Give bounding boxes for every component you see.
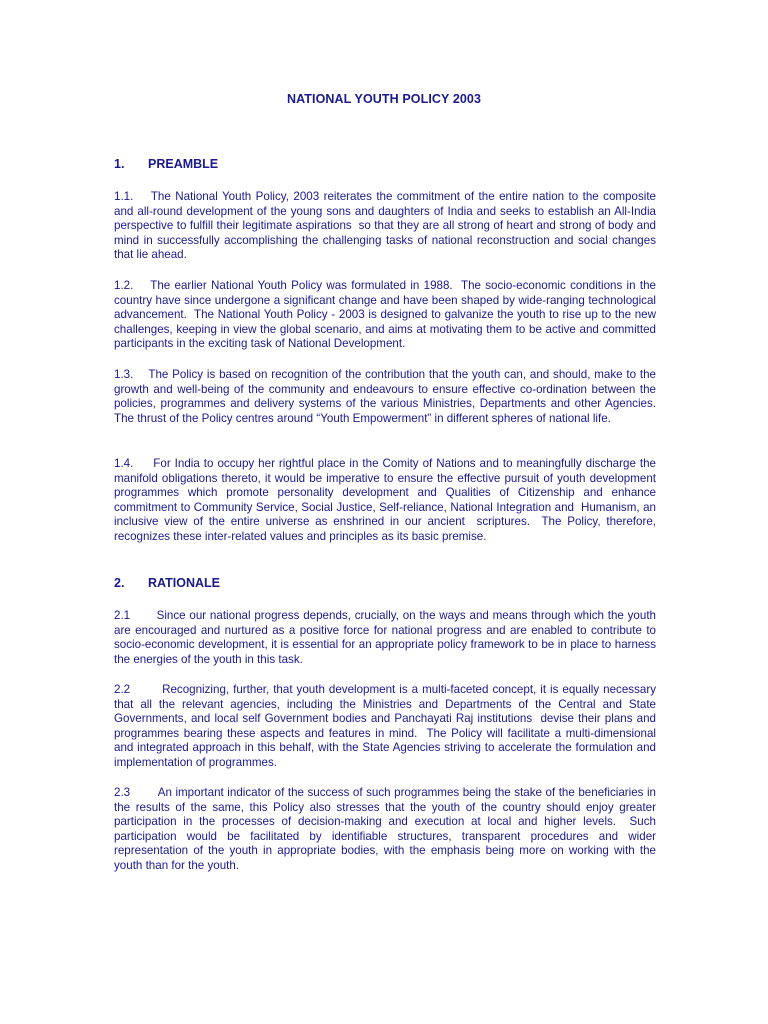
paragraph-text: The National Youth Policy, 2003 reiterates the commitment of the entire nation to the composite and all-round development of the young sons and daughters of India and seeks to establish an All-India perspective to fulfill their legitimate aspirations so that they are all strong of heart and strong of body and mind in successfully accomplishing the challenging tasks of national reconstruction and social changes that lie ahead. [114, 190, 660, 262]
paragraph-number: 1.2. [114, 279, 134, 292]
paragraph-text: The Policy is based on recognition of the contribution that the youth can, and should, make to the growth and well-being of the community and endeavours to ensure effective co-ordination between the policies, programmes and delivery systems of the various Ministries, Departments and other Agencies. The thrust of the Policy centres around “Youth Empowerment” in different spheres of national life. [114, 368, 663, 425]
paragraph-number: 1.1. [114, 190, 134, 203]
paragraph-2-3 [114, 786, 660, 874]
document-title: NATIONAL YOUTH POLICY 2003 [286, 92, 482, 106]
paragraph-1-1 [114, 190, 660, 263]
section-title: RATIONALE [148, 576, 220, 590]
paragraph-text: For India to occupy her rightful place in the Comity of Nations and to meaningfully discharge the manifold obligations thereto, it would be imperative to ensure the effective pursuit of youth development programmes which promote personality development and Qualities of Citizenship and enhance commitment to Community Service, Social Justice, Self-reliance, National Integration and Humanism, an inclusive view of the entire universe as enshrined in our ancient scriptures. The Policy, therefore, recognizes these inter-related values and principles as its basic premise. [114, 457, 660, 543]
paragraph-1-3 [114, 368, 663, 426]
paragraph-1-2 [114, 279, 660, 352]
paragraph-1-4 [114, 457, 660, 545]
paragraph-text: An important indicator of the success of such programmes being the stake of the beneficiaries in the results of the same, this Policy also stresses that the youth of the country should enjoy greater participation in the processes of decision-making and execution at local and higher levels. Such participation would be facilitated by identifiable structures, transparent procedures and wider representation of the youth in appropriate bodies, with the emphasis being more on working with the youth than for the youth. [114, 786, 660, 872]
paragraph-2-1 [114, 609, 660, 667]
paragraph-text: The earlier National Youth Policy was formulated in 1988. The socio-economic conditions in the country have since undergone a significant change and have been shaped by wide-ranging technological advancement. The National Youth Policy - 2003 is designed to galvanize the youth to rise up to the new challenges, keeping in view the global scenario, and aims at motivating them to be active and committed participants in the exciting task of National Development. [114, 279, 660, 351]
section-heading-rationale [114, 576, 220, 590]
section-number: 1. [114, 157, 125, 171]
paragraph-number: 2.3 [114, 786, 131, 799]
paragraph-number: 1.3. [114, 368, 134, 381]
paragraph-number: 1.4. [114, 457, 134, 470]
paragraph-number: 2.2 [114, 683, 131, 696]
paragraph-text: Recognizing, further, that youth development is a multi-faceted concept, it is equally necessary that all the relevant agencies, including the Ministries and Departments of the Central and State Governments, and local self Government bodies and Panchayati Raj institutions devise their plans and programmes bearing these aspects and features in mind. The Policy will facilitate a multi-dimensional and integrated approach in this behalf, with the State Agencies striving to accelerate the formulation and implementation of programmes. [114, 683, 660, 769]
paragraph-2-2 [114, 683, 660, 771]
paragraph-number: 2.1 [114, 609, 131, 622]
section-number: 2. [114, 576, 125, 590]
section-heading-preamble [114, 157, 218, 171]
section-title: PREAMBLE [148, 157, 219, 171]
paragraph-text: Since our national progress depends, crucially, on the ways and means through which the youth are encouraged and nurtured as a positive force for national progress and are enabled to contribute to socio-economic development, it is essential for an appropriate policy framework to be in place to harness the energies of the youth in this task. [114, 609, 660, 666]
